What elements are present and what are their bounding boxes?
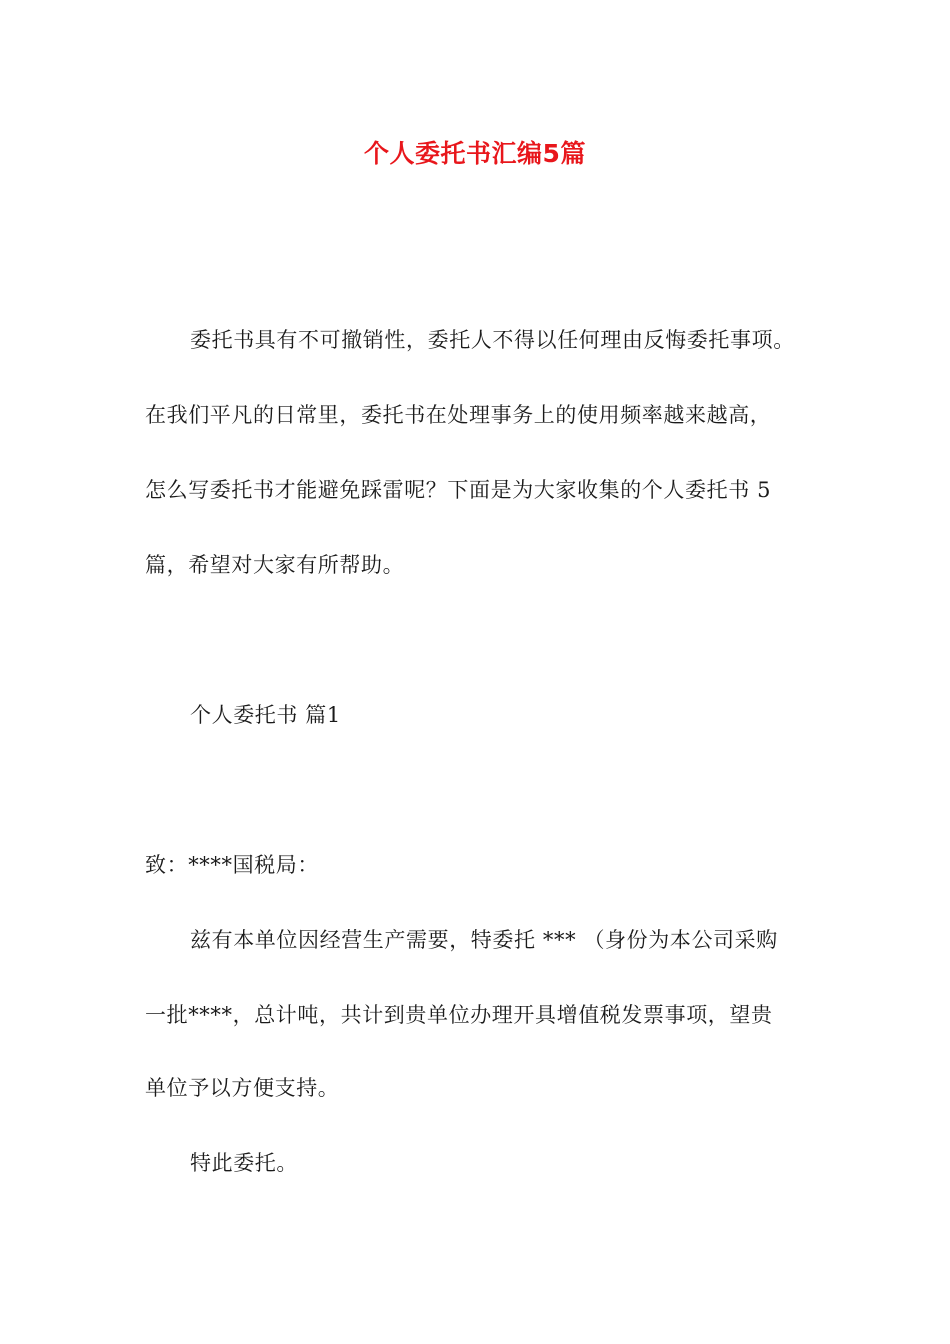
body-line-3: 单位予以方便支持。 (145, 1076, 340, 1100)
closing-line: 特此委托。 (190, 1151, 298, 1175)
intro-line-1: 委托书具有不可撤销性，委托人不得以任何理由反悔委托事项。 (190, 328, 795, 352)
body-line-2: 一批****，总计吨，共计到贵单位办理开具增值税发票事项，望贵 (145, 1003, 773, 1027)
intro-line-4: 篇，希望对大家有所帮助。 (145, 553, 405, 577)
addressee: 致：****国税局： (145, 853, 319, 877)
section-heading: 个人委托书 篇1 (190, 703, 341, 727)
intro-line-3: 怎么写委托书才能避免踩雷呢？下面是为大家收集的个人委托书 5 (145, 478, 772, 502)
document-title: 个人委托书汇编5篇 (364, 139, 586, 168)
intro-line-2: 在我们平凡的日常里，委托书在处理事务上的使用频率越来越高， (145, 403, 772, 427)
body-line-1: 兹有本单位因经营生产需要，特委托 *** （身份为本公司采购 (190, 928, 778, 952)
